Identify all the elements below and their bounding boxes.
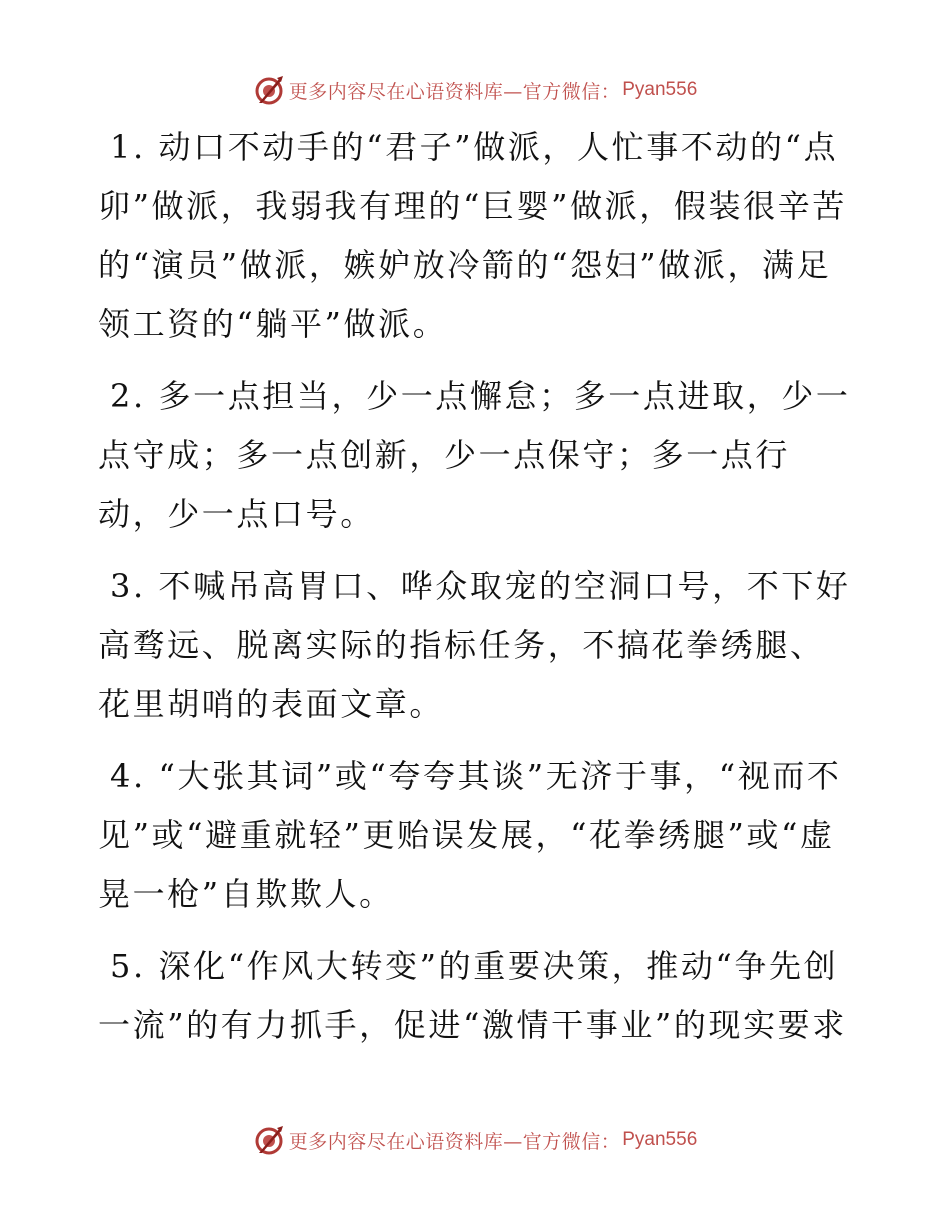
paragraph-3: 3. 不喊吊高胃口、哗众取宠的空洞口号，不下好高骛远、脱离实际的指标任务，不搞花拳绣腿、花里胡哨的表面文章。 xyxy=(98,567,851,723)
paragraph-1: 1. 动口不动手的“君子”做派，人忙事不动的“点卯”做派，我弱我有理的“巨婴”做派，假装很辛苦的“演员”做派，嫉妒放冷箭的“怨妇”做派，满足领工资的“躺平”做派。 xyxy=(98,128,847,343)
footer-text: 更多内容尽在心语资料库—官方微信： xyxy=(288,1130,621,1153)
header-banner xyxy=(0,70,950,110)
header-text: 更多内容尽在心语资料库—官方微信： xyxy=(288,80,621,103)
quill-seal-logo-icon xyxy=(253,1124,285,1156)
header-wechat-id: Pyan556 xyxy=(622,79,698,100)
footer-wechat-id: Pyan556 xyxy=(622,1129,698,1150)
quill-seal-logo-icon xyxy=(253,74,285,106)
paragraph-5: 5. 深化“作风大转变”的重要决策，推动“争先创一流”的有力抓手，促进“激情干事业”的现实要求 xyxy=(98,947,847,1044)
paragraph-4: 4. “大张其词”或“夸夸其谈”无济于事，“视而不见”或“避重就轻”更贻误发展，“花拳绣腿”或“虚晃一枪”自欺欺人。 xyxy=(98,757,842,913)
footer-banner xyxy=(0,1120,950,1160)
document-body xyxy=(98,118,853,1068)
paragraph-2: 2. 多一点担当，少一点懈怠；多一点进取，少一点守成；多一点创新，少一点保守；多一点行动，少一点口号。 xyxy=(98,377,851,533)
